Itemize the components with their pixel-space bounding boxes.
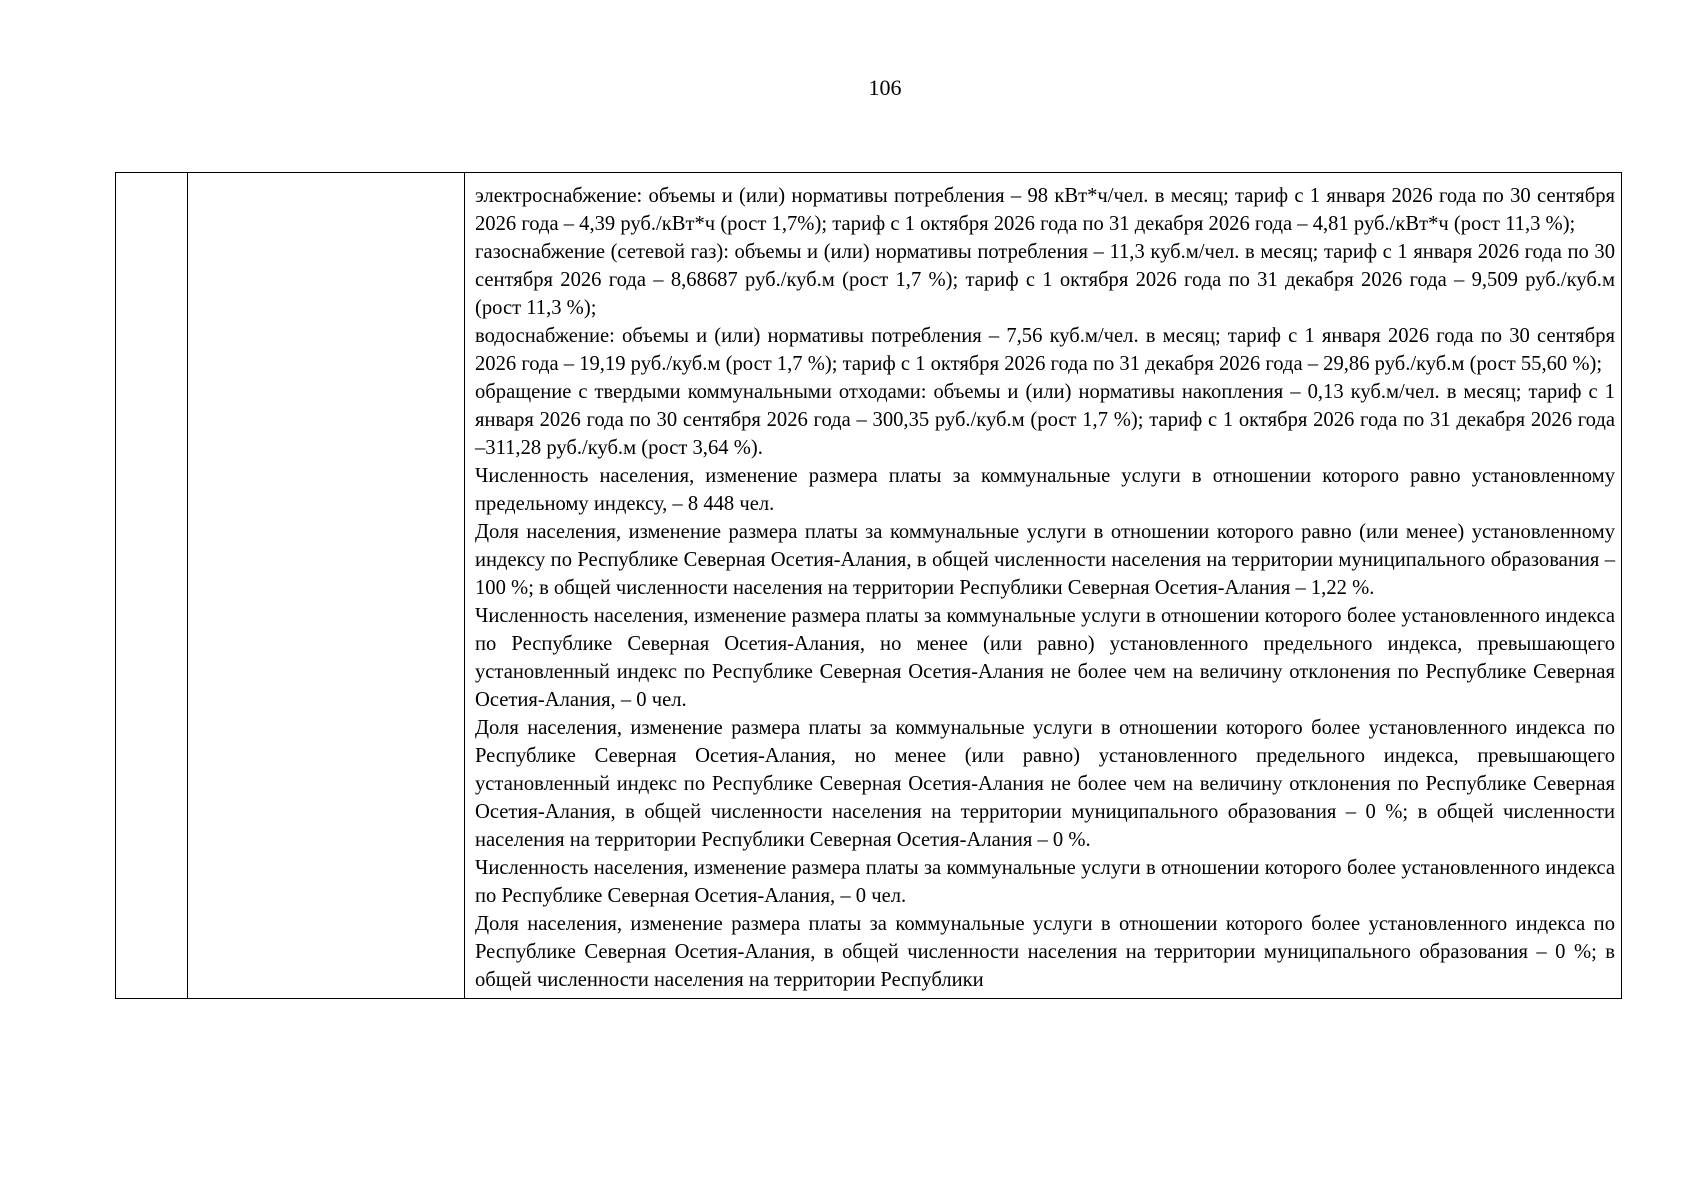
paragraph-solid-waste: обращение с твердыми коммунальными отходами: объемы и (или) нормативы накопления – 0,13 куб.м/чел. в месяц; тариф с 1 января 2026 года по 30 сентября 2026 года – 300,35 руб./куб.м (рост 1,7 %); тариф с 1 октября 2026 года по 31 декабря 2026 года –311,28 руб./куб.м (рост 3,64 %). bbox=[475, 381, 1615, 459]
table-cell-name bbox=[188, 173, 465, 999]
table-cell-number bbox=[116, 173, 188, 999]
paragraph-water: водоснабжение: объемы и (или) нормативы потребления – 7,56 куб.м/чел. в месяц; тариф с 1 января 2026 года по 30 сентября 2026 года – 19,19 руб./куб.м (рост 1,7 %); тариф с 1 октября 2026 года по 31 декабря 2026 года – 29,86 руб./куб.м (рост 55,60 %); bbox=[475, 325, 1615, 375]
table-cell-content bbox=[465, 173, 1622, 999]
paragraph-population-equal-limit: Численность населения, изменение размера платы за коммунальные услуги в отношении которого равно установленному предельному индексу, – 8 448 чел. bbox=[475, 465, 1615, 515]
paragraph-electricity: электроснабжение: объемы и (или) нормативы потребления – 98 кВт*ч/чел. в месяц; тариф с 1 января 2026 года по 30 сентября 2026 года – 4,39 руб./кВт*ч (рост 1,7%); тариф с 1 октября 2026 года по 31 декабря 2026 года – 4,81 руб./кВт*ч (рост 11,3 %); bbox=[475, 185, 1615, 235]
paragraph-share-above-index: Доля населения, изменение размера платы за коммунальные услуги в отношении которого более установленного индекса по Республике Северная Осетия-Алания, в общей численности населения на территории муниципального образования – 0 %; в общей численности населения на территории Республики bbox=[475, 913, 1615, 991]
table-row bbox=[116, 173, 1622, 999]
paragraph-population-above-index-within-limit: Численность населения, изменение размера платы за коммунальные услуги в отношении которого более установленного индекса по Республике Северная Осетия-Алания, но менее (или равно) установленного предельного индекса, превышающего установленный индекс по Республике Северная Осетия-Алания не более чем на величину отклонения по Республике Северная Осетия-Алания, – 0 чел. bbox=[475, 605, 1615, 711]
paragraph-population-above-index: Численность населения, изменение размера платы за коммунальные услуги в отношении которого более установленного индекса по Республике Северная Осетия-Алания, – 0 чел. bbox=[475, 857, 1615, 907]
page-number: 106 bbox=[868, 75, 902, 100]
paragraph-gas: газоснабжение (сетевой газ): объемы и (или) нормативы потребления – 11,3 куб.м/чел. в месяц; тариф с 1 января 2026 года по 30 сентября 2026 года – 8,68687 руб./куб.м (рост 1,7 %); тариф с 1 октября 2026 года по 31 декабря 2026 года – 9,509 руб./куб.м (рост 11,3 %); bbox=[475, 241, 1615, 319]
paragraph-share-equal-index: Доля населения, изменение размера платы за коммунальные услуги в отношении которого равно (или менее) установленному индексу по Республике Северная Осетия-Алания, в общей численности населения на территории муниципального образования – 100 %; в общей численности населения на территории Республики Северная Осетия-Алания – 1,22 %. bbox=[475, 521, 1615, 599]
document-table bbox=[115, 172, 1622, 999]
paragraph-share-above-index-within-limit: Доля населения, изменение размера платы за коммунальные услуги в отношении которого более установленного индекса по Республике Северная Осетия-Алания, но менее (или равно) установленного предельного индекса, превышающего установленный индекс по Республике Северная Осетия-Алания не более чем на величину отклонения по Республике Северная Осетия-Алания, в общей численности населения на территории муниципального образования – 0 %; в общей численности населения на территории Республики Северная Осетия-Алания – 0 %. bbox=[475, 717, 1615, 851]
